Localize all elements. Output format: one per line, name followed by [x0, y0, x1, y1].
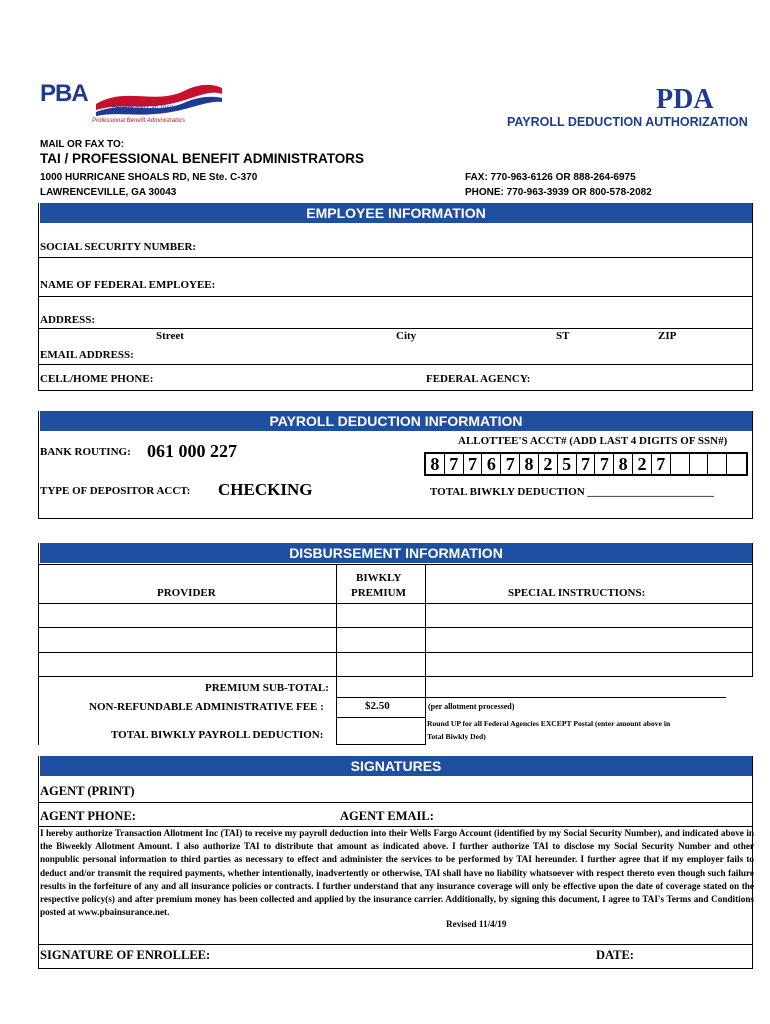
mail-street: 1000 HURRICANE SHOALS RD, NE Ste. C-370: [40, 172, 258, 183]
admin-fee-value: $2.50: [365, 700, 390, 712]
address-field[interactable]: [38, 328, 753, 329]
admin-fee-label: NON-REFUNDABLE ADMINISTRATIVE FEE :: [89, 701, 324, 713]
biwkly-header: BIWKLY: [356, 572, 402, 584]
special-instructions-header: SPECIAL INSTRUCTIONS:: [508, 587, 646, 599]
acct-digit-box[interactable]: 7: [445, 454, 464, 474]
payroll-section-title: PAYROLL DEDUCTION INFORMATION: [40, 411, 752, 431]
round-note-line-1: Round UP for all Federal Agencies EXCEPT Postal (enter amount above in: [427, 719, 671, 728]
street-label: Street: [156, 330, 184, 342]
enrollee-signature-label: SIGNATURE OF ENROLLEE:: [40, 948, 211, 962]
provider-header: PROVIDER: [157, 587, 216, 599]
employee-section-title: EMPLOYEE INFORMATION: [40, 203, 752, 223]
acct-digit-box[interactable]: [690, 454, 709, 474]
acct-digit-box[interactable]: 7: [577, 454, 596, 474]
allottee-acct-field[interactable]: [424, 452, 748, 476]
provider-row-1[interactable]: [40, 605, 334, 626]
provider-row-2[interactable]: [40, 629, 334, 650]
acct-digit-box[interactable]: 7: [595, 454, 614, 474]
acct-digit-box[interactable]: 7: [464, 454, 483, 474]
acct-digit-box[interactable]: [708, 454, 727, 474]
address-label: ADDRESS:: [40, 314, 96, 326]
form-title: PAYROLL DEDUCTION AUTHORIZATION: [507, 115, 748, 129]
email-field[interactable]: [38, 364, 753, 365]
date-label: DATE:: [596, 948, 634, 962]
city-label: City: [396, 330, 417, 342]
form-code: PDA: [656, 84, 714, 115]
acct-digit-box[interactable]: [671, 454, 690, 474]
total-biwkly-deduction-label: TOTAL BIWKLY DEDUCTION _______________________: [430, 486, 714, 498]
agent-print-label: AGENT (PRINT): [40, 784, 135, 798]
disbursement-section-title: DISBURSEMENT INFORMATION: [40, 543, 752, 563]
signatures-section-title: SIGNATURES: [40, 756, 752, 776]
acct-digit-box[interactable]: 7: [501, 454, 520, 474]
acct-digit-box[interactable]: 2: [633, 454, 652, 474]
mail-phone: PHONE: 770-963-3939 OR 800-578-2082: [465, 187, 652, 198]
logo-tagline: Benefits You Can Trust: [112, 105, 174, 111]
ssn-label: SOCIAL SECURITY NUMBER:: [40, 241, 197, 253]
acct-digit-box[interactable]: 2: [539, 454, 558, 474]
acct-digit-box[interactable]: 8: [614, 454, 633, 474]
acct-digit-box[interactable]: 8: [520, 454, 539, 474]
mail-label: MAIL OR FAX TO:: [40, 139, 125, 150]
employee-name-field[interactable]: [38, 296, 753, 297]
acct-digit-box[interactable]: 7: [652, 454, 671, 474]
mail-fax: FAX: 770-963-6126 OR 888-264-6975: [465, 172, 636, 183]
provider-row-3[interactable]: [40, 654, 334, 675]
agency-label: FEDERAL AGENCY:: [426, 373, 531, 385]
agent-print-field[interactable]: [38, 802, 753, 803]
authorization-text: I hereby authorize Transaction Allotment Inc (TAI) to receive my payroll deduction into their Wells Fargo Account (identified by my Social Security Number), and indicated above in the Biweekly Allotment Amount. I also authorize TAI to distribute that amount as indicated above. I further authorize TAI to disclose my Social Security Number and other nonpublic personal information to third parties as necessary to effect and administer the services to be performed by TAI hereunder. I further agree that if my employer fails to deduct and/or transmit the required payments, whether intentionally, inadvertently or otherwise, TAI shall have no liability whatsoever with respect thereto even though such failure results in the forfeiture of any and all insurance policies or contracts. I further understand that any insurance coverage will only be effective upon the date of coverage stated on the respective policy(s) and after premium money has been collected and applied by the insurance carrier. Additionally, by signing this document, I agree to TAI's Terms and Conditions posted at www.pbainsurance.net.: [40, 828, 754, 918]
agent-email-label: AGENT EMAIL:: [340, 809, 434, 823]
bank-routing-label: BANK ROUTING:: [40, 446, 131, 458]
revised-date: Revised 11/4/19: [446, 919, 507, 929]
agent-phone-label: AGENT PHONE:: [40, 809, 136, 823]
logo-text: PBA: [40, 80, 88, 107]
zip-label: ZIP: [658, 330, 677, 342]
acct-digit-box[interactable]: [727, 454, 745, 474]
round-note-line-2: Total Biwkly Ded): [427, 732, 486, 741]
acct-digit-box[interactable]: 6: [482, 454, 501, 474]
allottee-acct-label: ALLOTTEE'S ACCT# (ADD LAST 4 DIGITS OF SSN#): [458, 435, 728, 447]
admin-fee-note: (per allotment processed): [428, 702, 515, 711]
total-payroll-deduction-label: TOTAL BIWKLY PAYROLL DEDUCTION:: [111, 729, 324, 741]
depositor-type-value[interactable]: CHECKING: [218, 480, 313, 499]
acct-digit-box[interactable]: 5: [558, 454, 577, 474]
ssn-field[interactable]: [38, 257, 753, 258]
bank-routing-value[interactable]: 061 000 227: [147, 441, 237, 461]
state-label: ST: [556, 330, 570, 342]
email-label: EMAIL ADDRESS:: [40, 349, 134, 361]
employee-name-label: NAME OF FEDERAL EMPLOYEE:: [40, 279, 216, 291]
depositor-type-label: TYPE OF DEPOSITOR ACCT:: [40, 485, 191, 497]
premium-header: PREMIUM: [351, 587, 406, 599]
mail-org: TAI / PROFESSIONAL BENEFIT ADMINISTRATORS: [40, 151, 365, 166]
premium-subtotal-label: PREMIUM SUB-TOTAL:: [205, 682, 329, 694]
acct-digit-box[interactable]: 8: [426, 454, 445, 474]
phone-label: CELL/HOME PHONE:: [40, 373, 154, 385]
logo-subtitle: Professional Benefit Administrators: [92, 118, 186, 124]
mail-city: LAWRENCEVILLE, GA 30043: [40, 187, 177, 198]
